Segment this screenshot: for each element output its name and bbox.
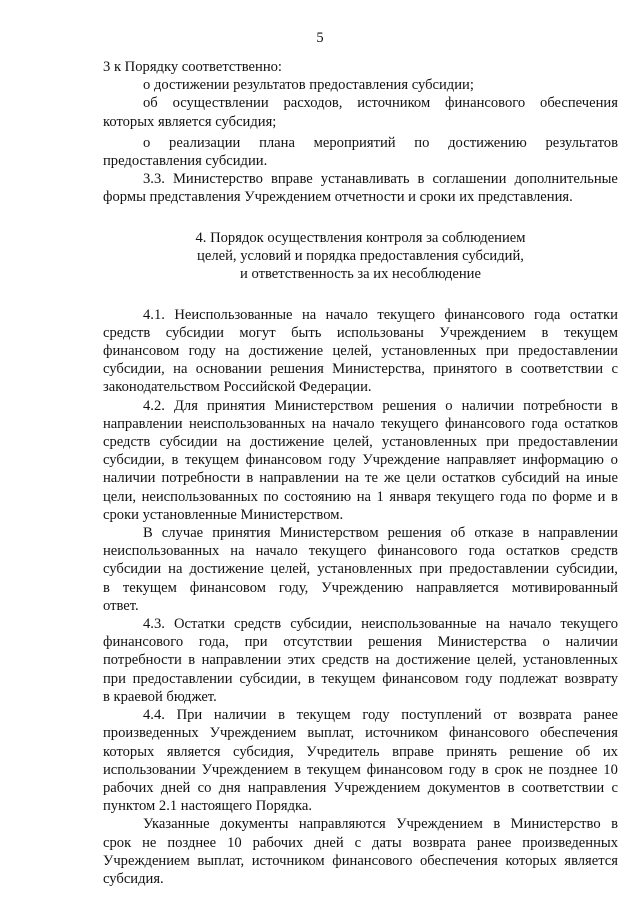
paragraph [103,170,618,188]
text-line: которых является субсидия; [103,113,277,130]
text-line: предоставления субсидии. [103,153,268,170]
text-line: в текущем финансовом году, Учреждению направляется мотивированный [103,579,618,596]
text-line: законодательством Российской Федерации. [103,379,372,396]
list-item [103,134,618,152]
text-line: о реализации плана мероприятий по достижению результатов [143,134,618,151]
text-line: 4.1. Неиспользованные на начало текущего финансового года остатки [143,306,618,323]
text-line: в краевой бюджет. [103,688,217,705]
text-line: неиспользованных на начало текущего финансового года остатков средств [103,543,618,560]
heading-line: 4. Порядок осуществления контроля за соблюдением [195,229,526,246]
text-line: средств субсидии могут быть использованы Учреждением в текущем [103,324,618,341]
text-line: Указанные документы направляются Учреждением в Министерство в [143,816,618,833]
section-paragraphs [103,306,618,889]
paragraph [103,524,618,615]
text-line: субсидии, в текущем финансовом году Учреждение направляет информацию о [103,452,618,469]
text-line: субсидии, на основании решения Министерства, принятого в соответствии с [103,361,618,378]
text-line: 4.3. Остатки средств субсидии, неиспользованные на начало текущего [143,616,618,633]
heading-line: целей, условий и порядка предоставления субсидий, [197,247,524,264]
list-item [103,94,618,112]
text-line: В случае принятия Министерством решения об отказе в направлении [143,525,618,542]
text-line: Учреждением выплат, источником финансового обеспечения которых является [103,852,618,869]
text-line: произведенных Учреждением выплат, источником финансового обеспечения [103,725,618,742]
text-line: средств субсидии на достижение целей, установленных при предоставлении [103,434,618,451]
text-line: при предоставлении субсидии, в текущем финансовом году подлежат возврату [103,670,618,687]
text-line: использовании Учреждением в текущем финансовом году в срок не позднее 10 [103,761,618,778]
text-line: цели, неиспользованных по состоянию на 1 января текущего года по форме и в [103,488,618,505]
paragraph [103,615,618,706]
text-line: 3.3. Министерство вправе устанавливать в соглашении дополнительные [143,171,618,188]
text-line: срок не позднее 10 рабочих дней с даты возврата ранее произведенных [103,834,618,851]
text-line: пунктом 2.1 настоящего Порядка. [103,798,313,815]
text-line: субсидии на достижение целей, установленных при предоставлении субсидии, [103,561,618,578]
text-line: финансовом году на достижение целей, установленных при предоставлении [103,343,618,360]
document-body [103,58,618,888]
page-number: 5 [316,30,324,46]
text-line: сроки установленные Министерством. [103,506,344,523]
text-line: финансового года, при отсутствии решения Министерства о наличии [103,634,618,651]
text-line: 3 к Порядку соответственно: [103,59,282,75]
text-line: которых является субсидия, Учредитель вправе принять решение об их [103,743,618,760]
text-line: об осуществлении расходов, источником финансового обеспечения [143,95,618,112]
section-heading [103,229,618,283]
paragraph [103,306,618,397]
text-line: о достижении результатов предоставления субсидии; [143,77,474,94]
text-line: направлении неиспользованных на начало текущего финансового года остатков [103,415,618,432]
paragraph [103,815,618,888]
text-line: рабочих дней со дня направления Учреждением документов в соответствии с [103,779,618,796]
text-line: субсидия. [103,870,164,887]
paragraph [103,397,618,524]
text-line: формы представления Учреждением отчетности и сроки их представления. [103,189,573,206]
text-line: 4.4. При наличии в текущем году поступлений от возврата ранее [143,707,618,724]
heading-line: и ответственность за их несоблюдение [240,265,481,282]
text-line: потребности в направлении этих средств на достижение целей, установленных [103,652,618,669]
text-line: наличии потребности в направлении на те же цели остатков субсидий на иные [103,470,618,487]
text-line: 4.2. Для принятия Министерством решения о наличии потребности в [143,397,618,414]
text-line: ответ. [103,597,139,614]
paragraph [103,706,618,815]
